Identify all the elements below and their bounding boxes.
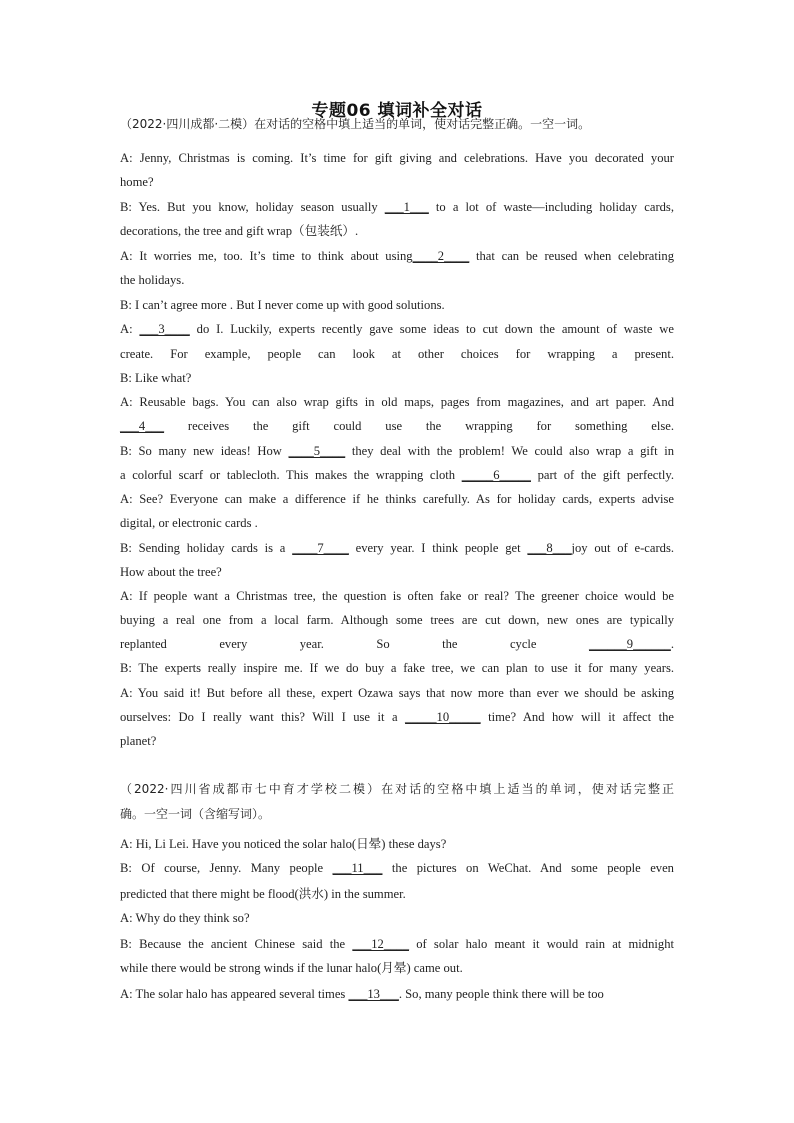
line-text: B: Of course, Jenny. Many people xyxy=(120,861,333,875)
line-text: A: Jenny, Christmas is coming. It’s time for gift giving and celebrations. Have you decorated your xyxy=(120,151,674,165)
text-line xyxy=(120,370,674,386)
line-text: while there would be strong winds if the lunar halo(月晕) came out. xyxy=(120,961,463,975)
text-line xyxy=(120,394,674,410)
text-line xyxy=(120,272,674,288)
line-text: （2022·四川省成都市七中育才学校二模）在对话的空格中填上适当的单词，使对话完整正 xyxy=(120,782,674,796)
line-text: 确。一空一词（含缩写词）。 xyxy=(120,807,271,821)
line-text: B: Like what? xyxy=(120,371,192,385)
line-text: joy out of e-cards. xyxy=(571,541,675,555)
text-line xyxy=(120,346,674,362)
answer-blank[interactable]: ___12____ xyxy=(352,937,410,951)
answer-blank[interactable]: ___1___ xyxy=(384,200,429,214)
answer-blank[interactable]: ____2____ xyxy=(412,249,470,263)
line-text: digital, or electronic cards . xyxy=(120,516,258,530)
text-line xyxy=(120,781,674,797)
line-text: （2022·四川成都·二模）在对话的空格中填上适当的单词，使对话完整正确。一空一词。 xyxy=(120,117,591,131)
answer-blank[interactable]: ___3____ xyxy=(139,322,190,336)
line-text: A: See? Everyone can make a difference if he thinks carefully. As for holiday cards, experts advise xyxy=(120,492,674,506)
answer-blank[interactable]: ______9______ xyxy=(588,637,671,651)
line-text: A: xyxy=(120,322,140,336)
text-line xyxy=(120,886,674,902)
line-text: the holidays. xyxy=(120,273,185,287)
text-line xyxy=(120,491,674,507)
text-line xyxy=(120,960,674,976)
line-text: A: You said it! But before all these, expert Ozawa says that now more than ever we should be asking xyxy=(120,686,674,700)
line-text: buying a real one from a local farm. Although some trees are cut down, new ones are typically xyxy=(120,613,674,627)
text-line xyxy=(120,910,674,926)
line-text: to a lot of waste—including holiday cards, xyxy=(428,200,674,214)
text-line xyxy=(120,564,674,580)
line-text: that can be reused when celebrating xyxy=(469,249,674,263)
text-line xyxy=(120,733,674,749)
text-line xyxy=(120,860,674,876)
line-text: of solar halo meant it would rain at midnight xyxy=(409,937,674,951)
answer-blank[interactable]: ___8___ xyxy=(527,541,572,555)
text-line xyxy=(120,174,674,190)
line-text: B: I can’t agree more . But I never come up with good solutions. xyxy=(120,298,445,312)
text-line xyxy=(120,515,674,531)
text-line xyxy=(120,936,674,952)
answer-blank[interactable]: ___13___ xyxy=(348,987,399,1001)
text-line xyxy=(120,321,674,337)
text-line xyxy=(120,116,674,132)
line-text: predicted that there might be flood(洪水) in the summer. xyxy=(120,887,406,901)
answer-blank[interactable]: ___11___ xyxy=(332,861,383,875)
text-line xyxy=(120,467,674,483)
answer-blank[interactable]: ____5____ xyxy=(288,444,346,458)
line-text: decorations, the tree and gift wrap（包装纸）. xyxy=(120,224,359,238)
text-line xyxy=(120,297,674,313)
line-text: part of the gift perfectly. xyxy=(530,468,674,482)
line-text: receives the gift could use the wrapping for something else. xyxy=(164,419,674,433)
line-text: the pictures on WeChat. And some people even xyxy=(382,861,674,875)
line-text: A: Hi, Li Lei. Have you noticed the solar halo(日晕) these days? xyxy=(120,837,447,851)
text-line xyxy=(120,836,674,852)
text-line xyxy=(120,199,674,215)
line-text: A: The solar halo has appeared several times xyxy=(120,987,349,1001)
text-line xyxy=(120,636,674,652)
answer-blank[interactable]: ___4___ xyxy=(120,419,165,433)
line-text: B: The experts really inspire me. If we do buy a fake tree, we can plan to use it for many years. xyxy=(120,661,674,675)
answer-blank[interactable]: ____7____ xyxy=(292,541,349,555)
answer-blank[interactable]: _____10_____ xyxy=(405,710,481,724)
text-line xyxy=(120,685,674,701)
line-text: . So, many people think there will be too xyxy=(398,987,604,1001)
line-text: B: Because the ancient Chinese said the xyxy=(120,937,353,951)
page-title: 专题06 填词补全对话 xyxy=(311,101,483,121)
text-line xyxy=(120,443,674,459)
text-line xyxy=(120,540,674,556)
answer-blank[interactable]: _____6_____ xyxy=(461,468,531,482)
line-text: planet? xyxy=(120,734,157,748)
text-line xyxy=(120,588,674,604)
text-line xyxy=(120,418,674,434)
line-text: A: Why do they think so? xyxy=(120,911,250,925)
line-text: B: Sending holiday cards is a xyxy=(120,541,293,555)
line-text: do I. Luckily, experts recently gave some ideas to cut down the amount of waste we xyxy=(189,322,674,336)
line-text: ourselves: Do I really want this? Will I use it a xyxy=(120,710,406,724)
line-text: B: So many new ideas! How xyxy=(120,444,289,458)
text-line xyxy=(120,806,674,822)
line-text: How about the tree? xyxy=(120,565,222,579)
line-text: every year. I think people get xyxy=(348,541,528,555)
line-text: . xyxy=(670,637,674,651)
line-text: create. For example, people can look at other choices for wrapping a present. xyxy=(120,347,674,361)
line-text: replanted every year. So the cycle xyxy=(120,637,589,651)
line-text: A: It worries me, too. It’s time to think about using xyxy=(120,249,413,263)
text-line xyxy=(120,660,674,676)
line-text: home? xyxy=(120,175,154,189)
text-line xyxy=(120,709,674,725)
text-line xyxy=(120,223,674,239)
text-line xyxy=(120,986,674,1002)
line-text: they deal with the problem! We could also wrap a gift in xyxy=(345,444,675,458)
line-text: A: Reusable bags. You can also wrap gifts in old maps, pages from magazines, and art paper. And xyxy=(120,395,674,409)
text-line xyxy=(120,248,674,264)
line-text: a colorful scarf or tablecloth. This makes the wrapping cloth xyxy=(120,468,462,482)
line-text: A: If people want a Christmas tree, the question is often fake or real? The greener choice would be xyxy=(120,589,674,603)
line-text: B: Yes. But you know, holiday season usually xyxy=(120,200,385,214)
text-line xyxy=(120,612,674,628)
line-text: time? And how will it affect the xyxy=(480,710,674,724)
text-line xyxy=(120,150,674,166)
